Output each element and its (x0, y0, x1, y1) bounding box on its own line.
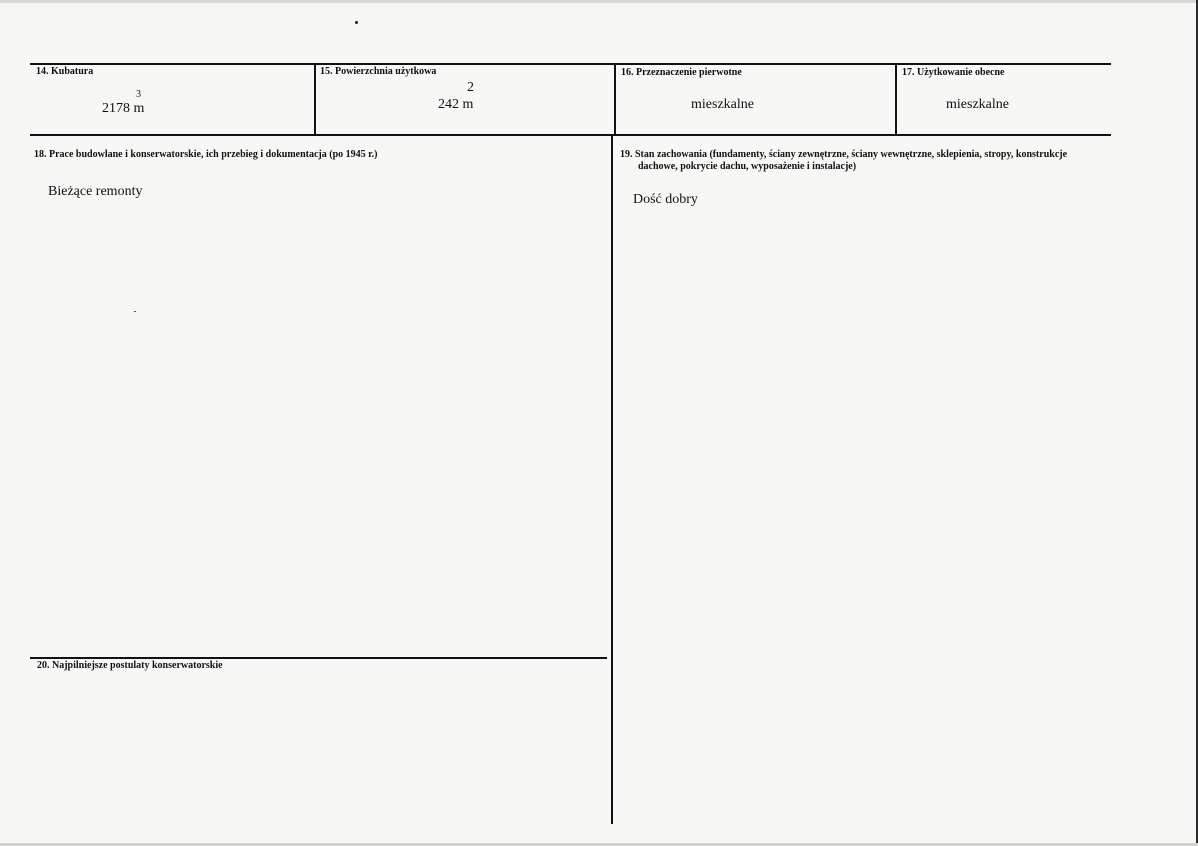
divider-15-16 (614, 63, 616, 136)
field-19-label: 19. Stan zachowania (fundamenty, ściany zewnętrzne, ściany wewnętrzne, sklepienia, stropy, konstrukcje (620, 149, 1068, 160)
rule-top-row-bottom (30, 134, 1111, 136)
field-14-label: 14. Kubatura (36, 66, 94, 77)
rule-field-20 (30, 657, 607, 659)
scan-speck (134, 311, 136, 312)
divider-main (611, 134, 613, 824)
field-14-exponent: 3 (136, 89, 141, 100)
divider-16-17 (895, 63, 897, 136)
field-19-label-continued: dachowe, pokrycie dachu, wyposażenie i instalacje) (638, 161, 857, 172)
field-18-value: Bieżące remonty (48, 184, 143, 199)
field-20-label: 20. Najpilniejsze postulaty konserwatorskie (37, 660, 223, 671)
field-14-value: 2178 m (102, 101, 145, 116)
rule-top (30, 63, 1111, 65)
scan-speck (355, 21, 358, 24)
field-18-label: 18. Prace budowlane i konserwatorskie, ich przebieg i dokumentacja (po 1945 r.) (34, 149, 378, 160)
field-15-exponent: 2 (467, 80, 474, 95)
field-17-value: mieszkalne (946, 97, 1009, 112)
field-16-value: mieszkalne (691, 97, 754, 112)
field-15-value: 242 m (438, 97, 474, 112)
field-19-value: Dość dobry (633, 192, 698, 207)
scan-top-edge (0, 0, 1198, 3)
field-17-label: 17. Użytkowanie obecne (902, 67, 1005, 78)
field-15-label: 15. Powierzchnia użytkowa (320, 66, 437, 77)
field-16-label: 16. Przeznaczenie pierwotne (621, 67, 742, 78)
divider-14-15 (314, 63, 316, 136)
